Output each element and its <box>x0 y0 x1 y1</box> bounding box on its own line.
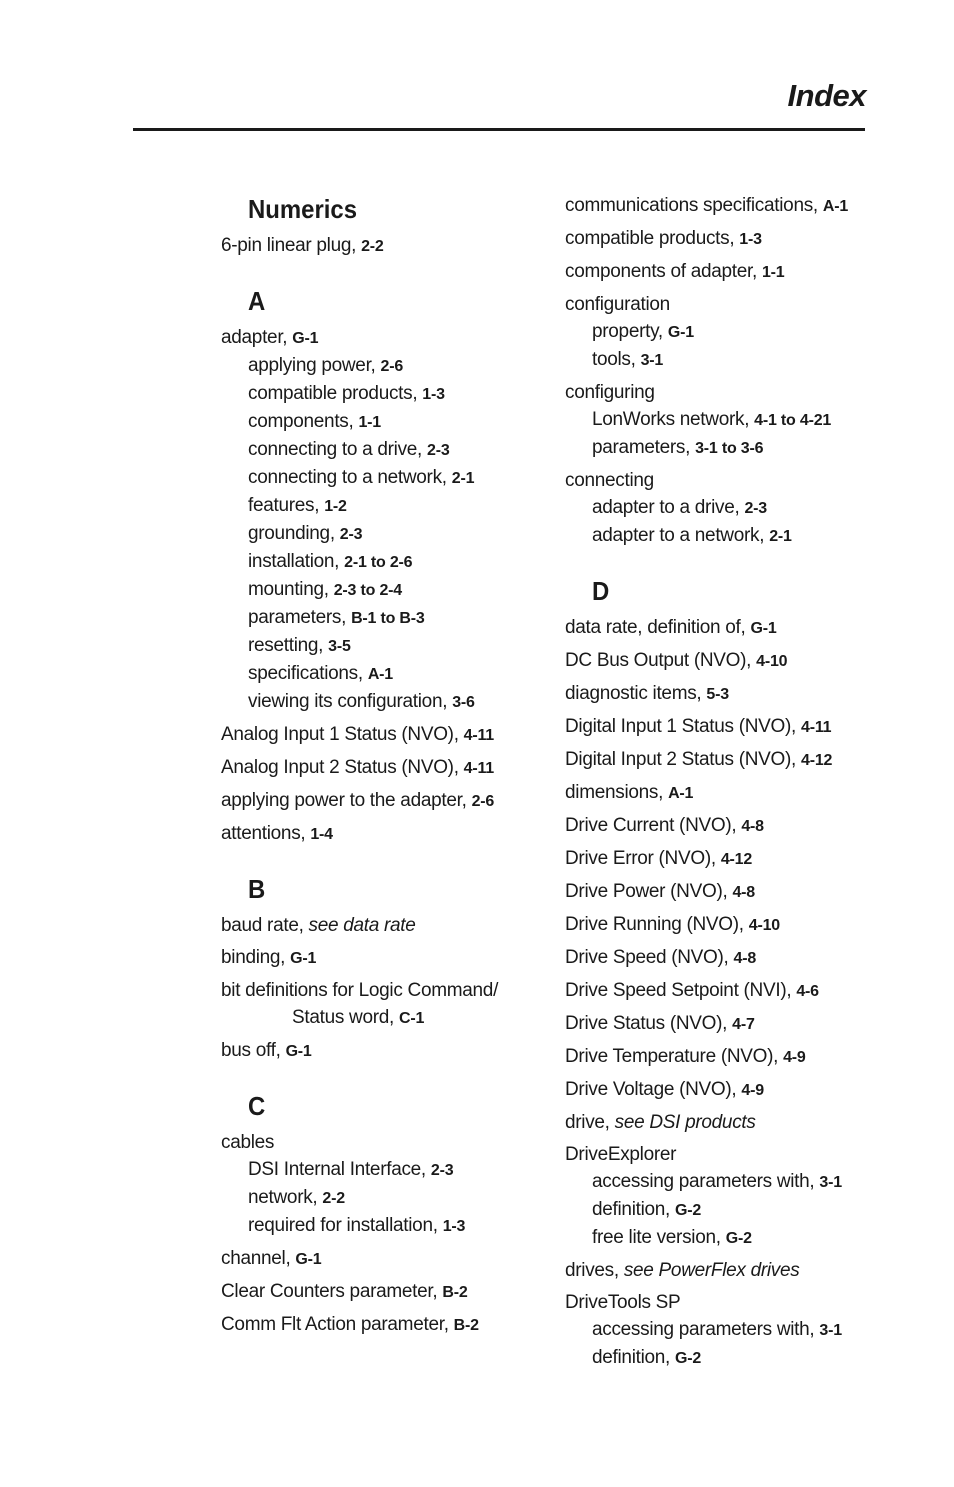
index-entry <box>565 258 895 286</box>
entry-page: 4-9 <box>741 1082 764 1099</box>
entry-text: drives, <box>565 1260 624 1281</box>
entry-text: definition, <box>592 1347 676 1368</box>
entry-text: components of adapter, <box>565 261 762 282</box>
entry-page: 4-12 <box>801 752 833 769</box>
entry-text: resetting, <box>248 635 329 656</box>
entry-page: 3-1 to 3-6 <box>695 440 764 457</box>
index-entry <box>221 1037 541 1065</box>
entry-page: 4-8 <box>733 950 757 967</box>
index-entry <box>565 878 895 906</box>
entry-text: binding, <box>221 947 291 968</box>
entry-text: DC Bus Output (NVO), <box>565 650 757 671</box>
entry-page: 2-3 <box>427 442 450 459</box>
index-subentry <box>221 660 541 688</box>
entry-text: configuring <box>565 382 655 403</box>
section-d <box>565 574 895 1372</box>
entry-text: viewing its configuration, <box>248 691 453 712</box>
entry-text: DSI Internal Interface, <box>248 1159 431 1180</box>
entry-text: dimensions, <box>565 782 669 803</box>
entry-page: G-1 <box>290 950 317 967</box>
entry-page: 3-1 <box>640 352 664 369</box>
index-entry <box>565 291 895 318</box>
entry-text: accessing parameters with, <box>592 1171 820 1192</box>
entry-text: data rate, definition of, <box>565 617 751 638</box>
index-entry <box>565 467 895 494</box>
index-subentry <box>221 576 541 604</box>
section-heading: C <box>248 1091 266 1121</box>
entry-page: 4-11 <box>463 760 494 777</box>
entry-text: bit definitions for Logic Command/ <box>221 980 499 1001</box>
entry-page: 2-3 <box>744 500 767 517</box>
entry-page: 2-2 <box>322 1190 345 1207</box>
entry-page: 3-5 <box>328 638 351 655</box>
entry-text: Comm Flt Action parameter, <box>221 1314 454 1335</box>
index-subentry <box>221 380 541 408</box>
entry-page: G-1 <box>750 620 777 637</box>
index-subentry <box>221 352 541 380</box>
entry-page: 1-1 <box>761 264 785 281</box>
entry-text: adapter to a network, <box>592 525 770 546</box>
see-reference: see PowerFlex drives <box>623 1260 800 1281</box>
entry-page: G-1 <box>295 1251 322 1268</box>
index-entry <box>221 1311 541 1339</box>
index-entry <box>221 1278 541 1306</box>
index-subentry <box>565 346 895 374</box>
entry-page: 1-3 <box>422 386 445 403</box>
entry-page: A-1 <box>367 666 394 683</box>
index-subentry <box>221 688 541 716</box>
entry-page: 4-8 <box>732 884 755 901</box>
entry-page: 4-8 <box>741 818 764 835</box>
entry-text: bus off, <box>221 1040 286 1061</box>
entry-text: Drive Voltage (NVO), <box>565 1079 742 1100</box>
entry-page: 4-6 <box>796 983 819 1000</box>
index-entry <box>221 977 541 1004</box>
index-entry <box>565 746 895 774</box>
index-subentry <box>565 1344 895 1372</box>
index-entry <box>221 944 541 972</box>
entry-page: 3-1 <box>819 1174 842 1191</box>
index-entry <box>565 379 895 406</box>
entry-text: adapter, <box>221 327 293 348</box>
index-entry <box>565 911 895 939</box>
index-entry <box>565 944 895 972</box>
entry-text: installation, <box>248 551 345 572</box>
index-entry <box>221 232 541 260</box>
index-subentry <box>221 548 541 576</box>
entry-text: diagnostic items, <box>565 683 707 704</box>
entry-text: DriveTools SP <box>565 1292 681 1313</box>
entry-text: mounting, <box>248 579 334 600</box>
entry-text: connecting to a network, <box>248 467 452 488</box>
entry-text: configuration <box>565 294 670 315</box>
entry-text: definition, <box>592 1199 676 1220</box>
section-heading: Numerics <box>248 194 358 224</box>
entry-page: G-2 <box>675 1350 702 1367</box>
entry-page: G-1 <box>667 324 694 341</box>
entry-text: connecting <box>565 470 654 491</box>
index-subentry <box>221 1212 541 1240</box>
index-column-right <box>565 192 895 1396</box>
index-entry <box>565 192 895 220</box>
section-c-continued <box>565 192 895 550</box>
index-entry <box>221 1129 541 1156</box>
entry-text: Analog Input 2 Status (NVO), <box>221 757 464 778</box>
index-subentry <box>221 1184 541 1212</box>
entry-page: 2-3 <box>339 526 363 543</box>
entry-text: Digital Input 2 Status (NVO), <box>565 749 801 770</box>
entry-text: cables <box>221 1132 275 1153</box>
index-entry <box>221 912 541 939</box>
index-subentry <box>565 494 895 522</box>
entry-page: 2-1 <box>769 528 792 545</box>
entry-text: Drive Running (NVO), <box>565 914 749 935</box>
entry-page: 4-12 <box>720 851 753 868</box>
entry-page: 2-1 to 2-6 <box>344 554 413 571</box>
entry-page: C-1 <box>398 1010 425 1027</box>
index-subentry <box>221 408 541 436</box>
index-entry <box>565 1289 895 1316</box>
entry-text: compatible products, <box>248 383 423 404</box>
index-subentry <box>221 632 541 660</box>
entry-text: applying power, <box>248 355 381 376</box>
entry-page: 1-3 <box>442 1218 466 1235</box>
index-entry <box>565 977 895 1005</box>
index-entry <box>221 820 541 848</box>
entry-page: A-1 <box>822 198 849 215</box>
entry-text: Drive Power (NVO), <box>565 881 733 902</box>
entry-page: 4-10 <box>748 917 780 934</box>
section-a <box>221 284 541 848</box>
entry-text: connecting to a drive, <box>248 439 427 460</box>
entry-text: Drive Speed (NVO), <box>565 947 734 968</box>
section-c <box>221 1089 541 1339</box>
entry-page: 1-1 <box>358 414 381 431</box>
index-entry <box>221 754 541 782</box>
entry-text: compatible products, <box>565 228 740 249</box>
index-subentry <box>221 520 541 548</box>
index-entry <box>565 680 895 708</box>
entry-text: parameters, <box>248 607 352 628</box>
entry-text: attentions, <box>221 823 311 844</box>
index-subentry <box>565 434 895 462</box>
entry-text: Drive Current (NVO), <box>565 815 742 836</box>
index-entry <box>221 1245 541 1273</box>
entry-text: network, <box>248 1187 323 1208</box>
entry-page: G-2 <box>675 1202 702 1219</box>
entry-text: LonWorks network, <box>592 409 755 430</box>
entry-page: 4-7 <box>732 1016 755 1033</box>
entry-text: Analog Input 1 Status (NVO), <box>221 724 464 745</box>
entry-text: specifications, <box>248 663 368 684</box>
entry-page: G-1 <box>285 1043 312 1060</box>
entry-page: 4-1 to 4-21 <box>754 412 832 429</box>
index-subentry <box>565 318 895 346</box>
index-subentry <box>221 436 541 464</box>
entry-text: features, <box>248 495 325 516</box>
index-subentry <box>221 492 541 520</box>
entry-page: 4-10 <box>756 653 788 670</box>
section-b <box>221 872 541 1065</box>
index-entry <box>565 1010 895 1038</box>
entry-text: Clear Counters parameter, <box>221 1281 443 1302</box>
entry-text: property, <box>592 321 668 342</box>
entry-page: 2-3 <box>430 1162 454 1179</box>
entry-page: 2-1 <box>451 470 475 487</box>
section-heading: D <box>592 576 610 606</box>
entry-page: 2-6 <box>380 358 404 375</box>
index-entry <box>565 1141 895 1168</box>
entry-page: 1-4 <box>310 826 333 843</box>
entry-page: 4-11 <box>463 727 494 744</box>
entry-text: Drive Temperature (NVO), <box>565 1046 784 1067</box>
entry-page: 3-1 <box>819 1322 842 1339</box>
entry-text: tools, <box>592 349 641 370</box>
entry-page: 2-6 <box>471 793 495 810</box>
header-rule <box>133 128 865 131</box>
index-entry <box>565 1109 895 1136</box>
entry-page: 2-2 <box>361 238 384 255</box>
index-subentry <box>221 1156 541 1184</box>
entry-page: 4-11 <box>801 719 832 736</box>
section-heading: B <box>248 874 266 904</box>
index-entry <box>565 1043 895 1071</box>
index-entry <box>565 1076 895 1104</box>
entry-page: 2-3 to 2-4 <box>333 582 402 599</box>
section-heading: A <box>248 286 266 316</box>
index-entry <box>565 812 895 840</box>
index-subentry <box>565 1316 895 1344</box>
entry-page: B-1 to B-3 <box>351 610 425 627</box>
index-subentry <box>565 1224 895 1252</box>
entry-text: grounding, <box>248 523 340 544</box>
entry-text: Status word, <box>292 1007 399 1028</box>
see-reference: see DSI products <box>614 1112 756 1133</box>
index-entry <box>221 324 541 352</box>
index-subentry <box>565 406 895 434</box>
entry-text: parameters, <box>592 437 696 458</box>
entry-page: A-1 <box>668 785 694 802</box>
index-entry <box>565 614 895 642</box>
index-subentry <box>565 1168 895 1196</box>
entry-page: B-2 <box>442 1284 468 1301</box>
entry-text: components, <box>248 411 359 432</box>
entry-text: Drive Speed Setpoint (NVI), <box>565 980 797 1001</box>
index-entry <box>565 845 895 873</box>
entry-text: communications specifications, <box>565 195 823 216</box>
index-entry <box>565 1257 895 1284</box>
entry-page: 3-6 <box>452 694 475 711</box>
entry-text: Digital Input 1 Status (NVO), <box>565 716 801 737</box>
section-numerics <box>221 192 541 260</box>
entry-text: drive, <box>565 1112 615 1133</box>
index-entry <box>221 721 541 749</box>
entry-page: 5-3 <box>706 686 729 703</box>
index-entry <box>221 787 541 815</box>
index-entry-continuation <box>221 1004 541 1032</box>
entry-text: Drive Status (NVO), <box>565 1013 733 1034</box>
entry-text: adapter to a drive, <box>592 497 745 518</box>
see-reference: see data rate <box>308 915 416 936</box>
entry-text: accessing parameters with, <box>592 1319 820 1340</box>
index-subentry <box>221 464 541 492</box>
page-title: Index <box>787 78 866 113</box>
entry-page: G-2 <box>725 1230 752 1247</box>
index-subentry <box>565 522 895 550</box>
entry-text: applying power to the adapter, <box>221 790 472 811</box>
entry-page: 1-3 <box>739 231 762 248</box>
entry-page: 1-2 <box>324 498 347 515</box>
index-subentry <box>565 1196 895 1224</box>
entry-text: required for installation, <box>248 1215 443 1236</box>
entry-page: 4-9 <box>783 1049 806 1066</box>
index-entry <box>565 713 895 741</box>
entry-text: free lite version, <box>592 1227 726 1248</box>
entry-page: G-1 <box>292 330 319 347</box>
index-entry <box>565 779 895 807</box>
entry-text: DriveExplorer <box>565 1144 677 1165</box>
entry-text: Drive Error (NVO), <box>565 848 721 869</box>
entry-text: 6-pin linear plug, <box>221 235 362 256</box>
index-subentry <box>221 604 541 632</box>
entry-page: B-2 <box>453 1317 479 1334</box>
index-column-left <box>221 192 541 1363</box>
entry-text: channel, <box>221 1248 296 1269</box>
index-entry <box>565 647 895 675</box>
entry-text: baud rate, <box>221 915 309 936</box>
index-entry <box>565 225 895 253</box>
